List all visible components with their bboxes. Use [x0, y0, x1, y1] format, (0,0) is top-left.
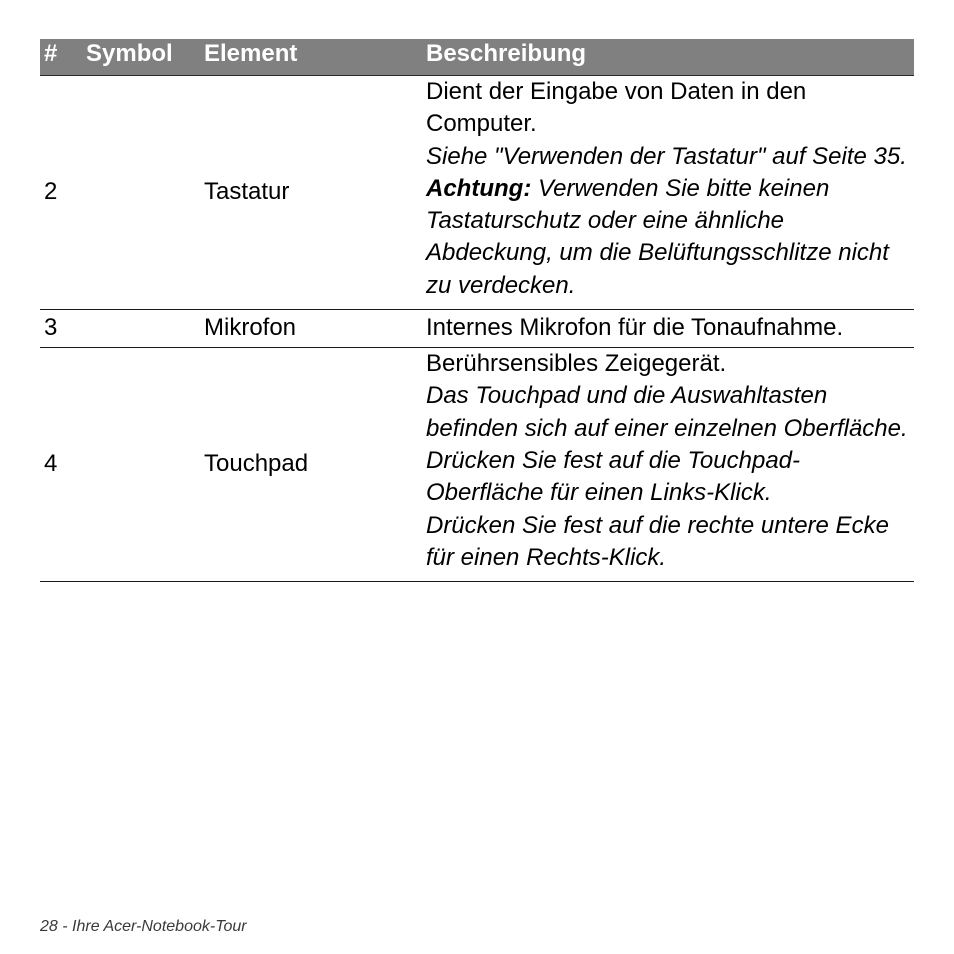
row-symbol [86, 76, 204, 310]
warning-text: Verwenden Sie bitte keinen Tastaturschutz oder eine ähnliche Abdeckung, um die Belüftungsschlitze nicht zu verdecken. [426, 174, 889, 299]
description-text: Berührsensibles Zeigegerät. [426, 350, 727, 378]
header-row [40, 39, 914, 76]
table-row [40, 76, 914, 310]
row-description [426, 348, 914, 582]
component-table [40, 39, 914, 582]
header-symbol: Symbol [86, 39, 204, 76]
row-element: Tastatur [204, 76, 426, 310]
description-warning [426, 173, 914, 302]
warning-label: Achtung: [426, 174, 532, 202]
row-number: 2 [40, 76, 86, 310]
row-description [426, 310, 914, 348]
row-number: 4 [40, 348, 86, 582]
header-description: Beschreibung [426, 39, 914, 76]
header-number: # [40, 39, 86, 76]
header-element: Element [204, 39, 426, 76]
row-symbol [86, 348, 204, 582]
description-text: Internes Mikrofon für die Tonaufnahme. [426, 314, 844, 342]
description-reference: Siehe "Verwenden der Tastatur" auf Seite 35. [426, 142, 907, 170]
description-text: Dient der Eingabe von Daten in den Computer. [426, 78, 807, 138]
table-row [40, 348, 914, 582]
row-number: 3 [40, 310, 86, 348]
table-header [40, 39, 914, 76]
table-row [40, 310, 914, 348]
page-footer: 28 - Ihre Acer-Notebook-Tour [40, 918, 247, 935]
row-description [426, 76, 914, 310]
description-note: Drücken Sie fest auf die Touchpad-Oberfläche für einen Links-Klick. [426, 446, 801, 507]
description-note: Drücken Sie fest auf die rechte untere Ecke für einen Rechts-Klick. [426, 511, 889, 571]
row-symbol [86, 310, 204, 348]
description-note: Das Touchpad und die Auswahltasten befinden sich auf einer einzelnen Oberfläche. [426, 382, 908, 442]
row-element: Mikrofon [204, 310, 426, 348]
row-element: Touchpad [204, 348, 426, 582]
